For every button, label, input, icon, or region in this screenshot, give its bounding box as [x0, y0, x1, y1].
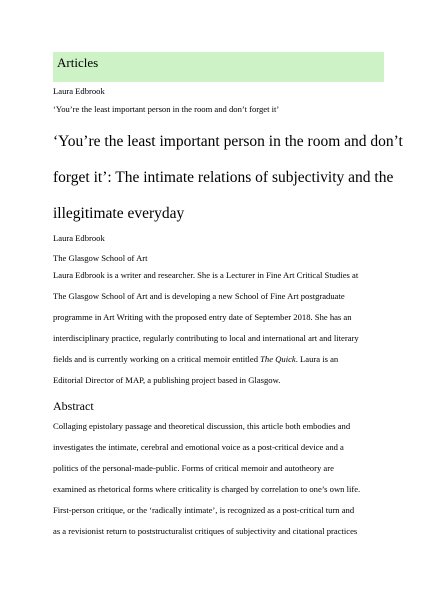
author-bio [53, 265, 393, 392]
memoir-title: The Quick [260, 354, 296, 365]
title-line: ‘You’re the least important person in the room and don’t [53, 133, 403, 150]
title-line: forget it’: The intimate relations of subjectivity and the [53, 169, 394, 186]
running-head-title: ‘You’re the least important person in the room and don’t forget it’ [53, 104, 280, 114]
bio-line: The Glasgow School of Art and is developing a new School of Fine Art postgraduate [53, 291, 345, 302]
section-label: Articles [57, 55, 99, 70]
bio-line: Laura Edbrook is a writer and researcher. She is a Lecturer in Fine Art Critical Studies at [53, 270, 359, 280]
abstract-line: as a revisionist return to poststructuralist critiques of subjectivity and citational practices [53, 526, 358, 537]
section-banner [53, 52, 384, 82]
author-affiliation: The Glasgow School of Art [53, 253, 148, 263]
bio-line: programme in Art Writing with the proposed entry date of September 2018. She has an [53, 312, 352, 323]
abstract-heading: Abstract [53, 399, 94, 413]
title-line: illegitimate everyday [53, 205, 185, 222]
abstract-body [53, 416, 393, 543]
abstract-line: investigates the intimate, cerebral and emotional voice as a post-critical device and a [53, 442, 344, 453]
abstract-line: Collaging epistolary passage and theoretical discussion, this article both embodies and [53, 421, 351, 431]
article-title [53, 124, 403, 232]
abstract-line: politics of the personal-made-public. Forms of critical memoir and autotheory are [53, 463, 334, 474]
bio-line: fields and is currently working on a critical memoir entitled The Quick. Laura is an [53, 354, 339, 365]
abstract-line: examined as rhetorical forms where criticality is charged by correlation to one’s own life. [53, 484, 361, 495]
abstract-line: First-person critique, or the ‘radically intimate’, is recognized as a post-critical turn and [53, 505, 355, 516]
bio-line: Editorial Director of MAP, a publishing project based in Glasgow. [53, 375, 281, 386]
running-head-author: Laura Edbrook [53, 86, 105, 96]
bio-line: interdisciplinary practice, regularly contributing to local and international art and literary [53, 333, 359, 344]
author-name: Laura Edbrook [53, 233, 105, 243]
